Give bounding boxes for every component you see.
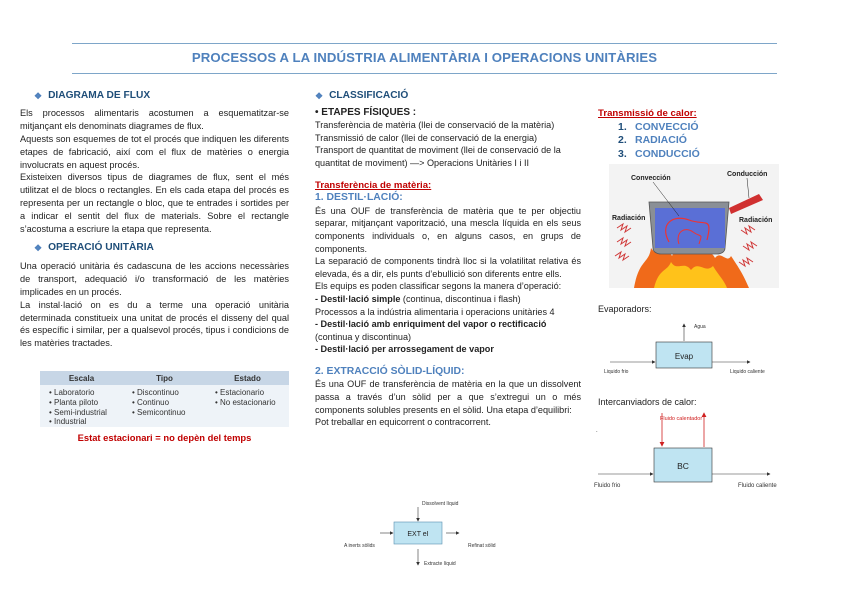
flux-heading: ❖ DIAGRAMA DE FLUX — [34, 90, 151, 101]
etapes-heading: • ETAPES FÍSIQUES : — [315, 106, 417, 118]
list-item: • Laboratorio — [49, 388, 123, 398]
flux-paragraph-2: Aquests son esquemes de tot el procés que indiquen les diferents etapes de fabricació, així com el flux de matèries o energia involucrats en aquest procés. — [20, 133, 289, 170]
bc-dot-mark: . — [596, 428, 598, 434]
type-list — [123, 388, 206, 427]
heat-transfer-illustration — [609, 164, 779, 288]
destil-body — [315, 205, 581, 356]
class-heading: ❖ CLASSIFICACIÓ — [315, 90, 409, 101]
radiacion-right-label: Radiación — [739, 217, 773, 224]
stationary-note: Estat estacionari = no depèn del temps — [77, 432, 252, 443]
heat-item: 2. RADIACIÓ — [618, 134, 687, 147]
destil-simple-line: - Destil·lació simple (continua, discontinua i flash) — [315, 293, 521, 304]
flux-paragraph-1: Els processos alimentaris acostumen a esquematitzar-se mitjançant els denominats diagrames de flux. — [20, 107, 289, 131]
extr-paragraph-2: Pot treballar en equicorrent o contracorrent. — [315, 417, 491, 428]
list-item: • Estacionario — [215, 388, 289, 398]
destil-paragraph-3: Els equips es poden classificar segons la manera d’operació: — [315, 281, 562, 292]
evaporator-diagram — [590, 318, 780, 380]
bc-left-label: Fluido frio — [594, 483, 621, 489]
heat-heading: Transmissió de calor: — [598, 108, 697, 119]
scale-table-header — [40, 371, 289, 385]
transfer-heading: Transferència de matèria: — [315, 179, 432, 191]
op-heading: ❖ OPERACIÓ UNITÀRIA — [34, 241, 154, 253]
scale-table — [40, 371, 289, 427]
heat-item: 3. CONDUCCIÓ — [618, 147, 700, 160]
destil-arros-line: - Destil·lació per arrossegament de vapor — [315, 344, 494, 355]
column-2 — [315, 90, 581, 429]
destil-paragraph-2: La separació de components tindrà lloc si la volatilitat relativa és elevada, és a dir, els punts d’ebullició son diferents entre ells. — [315, 256, 581, 279]
state-list — [206, 388, 289, 427]
extr-paragraph-1: És una OUF de transferència de matèria en la que un dissolvent passa a través d’un sòlid per a que s’extregui un o més components solubles presents en el sòlid. Una etapa d’equilibri: — [315, 379, 581, 415]
radiacion-left-label: Radiación — [612, 215, 646, 222]
scale-table-body — [40, 385, 289, 427]
etapes-line: Transmissió de calor (llei de conservació de la energia) — [315, 132, 538, 143]
diamond-bullet-icon: ❖ — [34, 242, 43, 253]
heat-item: 1. CONVECCIÓ — [618, 120, 699, 133]
column-1 — [20, 90, 289, 350]
op-paragraph-1: Una operació unitària és cadascuna de les accions necessàries de transport, adequació i/o transformació de les matèries implicades en un procés. — [20, 260, 289, 297]
table-header-cell: Tipo — [156, 373, 173, 383]
title-rule — [72, 73, 777, 74]
table-header-cell: Escala — [68, 373, 95, 383]
list-item: • Semi-industrial — [49, 408, 123, 418]
destil-enriq-line: - Destil·lació amb enriquiment del vapor o rectificació — [315, 319, 547, 330]
evap-top-label: Agua — [694, 324, 706, 330]
bc-top-label: Fluido calentador — [660, 416, 703, 422]
heat-exchanger-diagram — [590, 410, 780, 492]
list-item: • Planta piloto — [49, 398, 123, 408]
ext-box-label: EXT eI — [407, 531, 429, 538]
etapes-line: Transport de quantitat de moviment (llei de conservació de la quantitat de moviment) —> Operacions Unitàries I i II — [315, 145, 561, 168]
diamond-bullet-icon: ❖ — [315, 91, 324, 101]
page-title: PROCESSOS A LA INDÚSTRIA ALIMENTÀRIA I OPERACIONS UNITÀRIES — [191, 50, 658, 65]
evap-right-label: Liquido caliente — [730, 369, 765, 375]
conveccion-label: Convección — [631, 175, 671, 182]
top-rule — [72, 43, 777, 44]
list-item: • Discontinuo — [132, 388, 206, 398]
evap-left-label: Liquido frio — [604, 369, 629, 375]
evap-heading: Evaporadors: — [598, 304, 652, 314]
etapes-line: Transferència de matèria (llei de conservació de la matèria) — [315, 120, 555, 131]
ext-bottom-label: Extracte líquid — [424, 561, 456, 567]
bc-box-label: BC — [677, 461, 689, 471]
evap-box-label: Evap — [674, 352, 694, 361]
destil-enriq-rest: (continua y discontinua) — [315, 331, 412, 342]
scale-list — [40, 388, 123, 427]
destil-paragraph-1: És una OUF de transferència de matèria que te per objectiu separar, mitjançant vaporització, una mescla líquida en els seus components individuals o, en alguns casos, en grups de components. — [315, 205, 581, 254]
extraction-diagram — [330, 495, 530, 570]
destil-paragraph-4: Processos a la indústria alimentaria i operacions unitàries 4 — [315, 306, 555, 317]
ext-right-label: Refinat sòlid — [468, 543, 496, 549]
extr-body — [315, 378, 581, 428]
ext-top-label: Dissolvent líquid — [422, 501, 459, 507]
diamond-bullet-icon: ❖ — [34, 91, 43, 101]
list-item: • Continuo — [132, 398, 206, 408]
heat-list — [598, 121, 778, 162]
destil-heading: 1. DESTIL·LACIÓ: — [315, 192, 403, 204]
ext-left-label: A inerts sòlids — [344, 543, 375, 549]
list-item: • Semicontinuo — [132, 408, 206, 418]
flux-paragraph-3: Existeixen diversos tipus de diagrames de flux, sent el més utilitzat el de blocs o rectangles. En els cada etapa del procés es representa per un rectangle o bloc, que te entrades i sortides per a indicar el sentit del flux de materials. Sobre el rectangle s’acostuma a escriure la etapa que representa. — [20, 172, 289, 235]
table-header-cell: Estado — [234, 373, 261, 383]
extr-heading: 2. EXTRACCIÓ SÒLID-LÍQUID: — [315, 365, 465, 377]
conduccion-label: Conducción — [727, 171, 768, 178]
heat-section — [598, 108, 778, 161]
bc-heading: Intercanviadors de calor: — [598, 397, 697, 407]
op-paragraph-2: La instal·lació on es du a terme una operació unitària determinada constitueix una unitat de procés el disseny del qual és específic i similar, per a qualsevol procés, tipus i condicions de les matèries tractades. — [20, 299, 289, 349]
list-item: • Industrial — [49, 417, 123, 427]
list-item: • No estacionario — [215, 398, 289, 408]
bc-right-label: Fluido caliente — [738, 483, 777, 489]
